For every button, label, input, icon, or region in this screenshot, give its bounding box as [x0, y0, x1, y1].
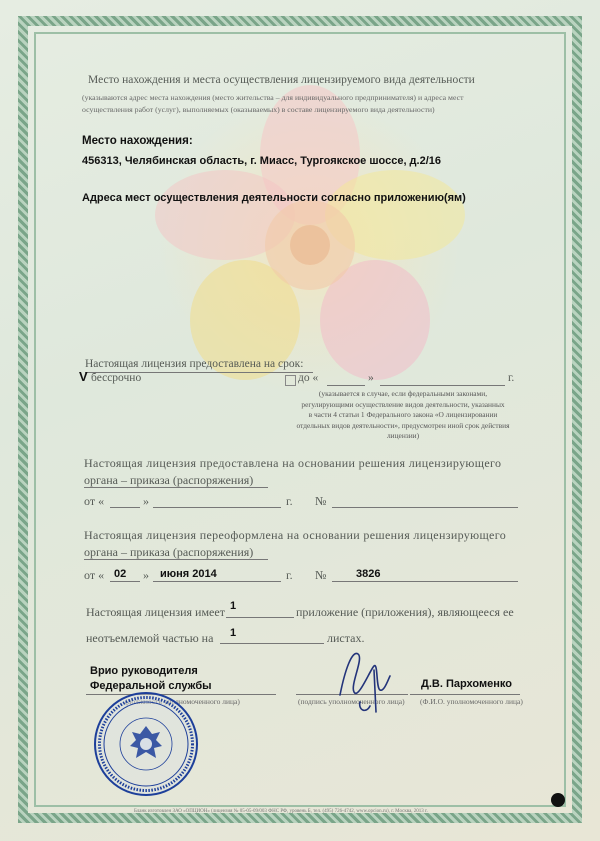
reissue-line-2-rule: [84, 559, 268, 560]
until-day-field[interactable]: [327, 385, 365, 386]
basis-number-sign: №: [315, 494, 327, 508]
footer-print-info: Бланк изготовлен ЗАО «ОПЦИОН» (лицензия № 05-05-09/003 ФНС РФ, уровень Б, тел. (495) 726-4742, www.opcion.ru), г. Москва, 2013 г.: [134, 809, 428, 814]
position-line-2: Федеральной службы: [90, 680, 212, 692]
annex-line-1-a: Настоящая лицензия имеет: [86, 605, 225, 619]
reissue-line-2: органа – приказа (распоряжения): [84, 545, 254, 559]
until-checkbox[interactable]: [285, 375, 296, 386]
signer-name: Д.В. Пархоменко: [421, 678, 512, 690]
handwritten-signature: [330, 640, 400, 720]
reissue-number-rule: [332, 581, 518, 582]
annex-count: 1: [230, 600, 237, 612]
annex-note: Адреса мест осуществления деятельности согласно приложению(ям): [82, 192, 466, 204]
basis-number-field[interactable]: [332, 507, 518, 508]
security-rosette: [150, 85, 470, 405]
location-subline-2: осуществления работ (услуг), выполняемых (оказываемых) в составе лицензируемого вида деятельности): [82, 105, 435, 114]
position-caption: (должность уполномоченного лица): [125, 697, 240, 706]
basis-month-field[interactable]: [153, 507, 281, 508]
until-quote-close: »: [368, 372, 374, 384]
basis-year: г.: [286, 494, 293, 508]
location-heading: Место нахождения и места осуществления лицензируемого вида деятельности: [88, 74, 475, 86]
basis-quote-close: »: [143, 494, 149, 508]
unlimited-checkbox[interactable]: V: [79, 369, 88, 384]
annex-line-1-b: приложение (приложения), являющееся ее: [296, 605, 514, 619]
term-note-line: (указывается в случае, если федеральными законами,: [318, 389, 488, 398]
reissue-month-year: июня 2014: [160, 568, 217, 580]
annex-sheets-rule: [220, 643, 324, 644]
term-heading: Настоящая лицензия предоставлена на срок:: [85, 358, 304, 370]
location-address: 456313, Челябинская область, г. Миасс, Тургоякское шоссе, д.2/16: [82, 155, 442, 167]
annex-line-2-b: листах.: [327, 631, 365, 645]
until-year-suffix: г.: [508, 372, 515, 384]
reissue-month-rule: [153, 581, 281, 582]
term-note-line: регулирующими осуществление видов деятельности, указанных: [301, 399, 505, 409]
reissue-from: от «: [84, 568, 105, 582]
term-note-line: в части 4 статьи 1 Федерального закона «О лицензировании: [308, 410, 498, 419]
term-note-line: отдельных видов деятельности», предусмотрен иной срок действия: [296, 420, 510, 430]
location-label: Место нахождения:: [82, 135, 193, 147]
signer-name-caption: (Ф.И.О. уполномоченного лица): [420, 697, 523, 706]
official-stamp: [92, 690, 200, 798]
reissue-quote-close: »: [143, 568, 149, 582]
basis-day-field[interactable]: [110, 507, 140, 508]
option-unlimited: бессрочно: [91, 372, 142, 384]
until-month-field[interactable]: [380, 385, 505, 386]
reissue-number-sign: №: [315, 568, 327, 582]
term-note: [286, 389, 520, 442]
annex-count-rule: [226, 617, 294, 618]
term-note-line: лицензии): [386, 431, 420, 440]
reissue-number: 3826: [356, 568, 381, 580]
annex-sheets: 1: [230, 627, 237, 639]
reissue-day: 02: [114, 568, 127, 580]
reissue-year: г.: [286, 568, 293, 582]
reissue-day-rule: [110, 581, 140, 582]
basis-line-2: органа – приказа (распоряжения): [84, 473, 254, 487]
punch-hole: [551, 793, 565, 807]
basis-line-2-rule: [84, 487, 268, 488]
location-subline-1: (указываются адрес места нахождения (место жительства – для индивидуального предпринимателя) и адреса мест: [82, 93, 464, 102]
position-line-1: Врио руководителя: [90, 665, 198, 677]
basis-line-1: Настоящая лицензия предоставлена на основании решения лицензирующего: [84, 456, 502, 470]
annex-line-2-a: неотъемлемой частью на: [86, 631, 214, 645]
option-until: до «: [298, 372, 319, 384]
signature-caption: (подпись уполномоченного лица): [298, 697, 405, 706]
reissue-line-1: Настоящая лицензия переоформлена на основании решения лицензирующего: [84, 528, 507, 542]
basis-from: от «: [84, 494, 105, 508]
signer-name-rule: [410, 694, 520, 695]
